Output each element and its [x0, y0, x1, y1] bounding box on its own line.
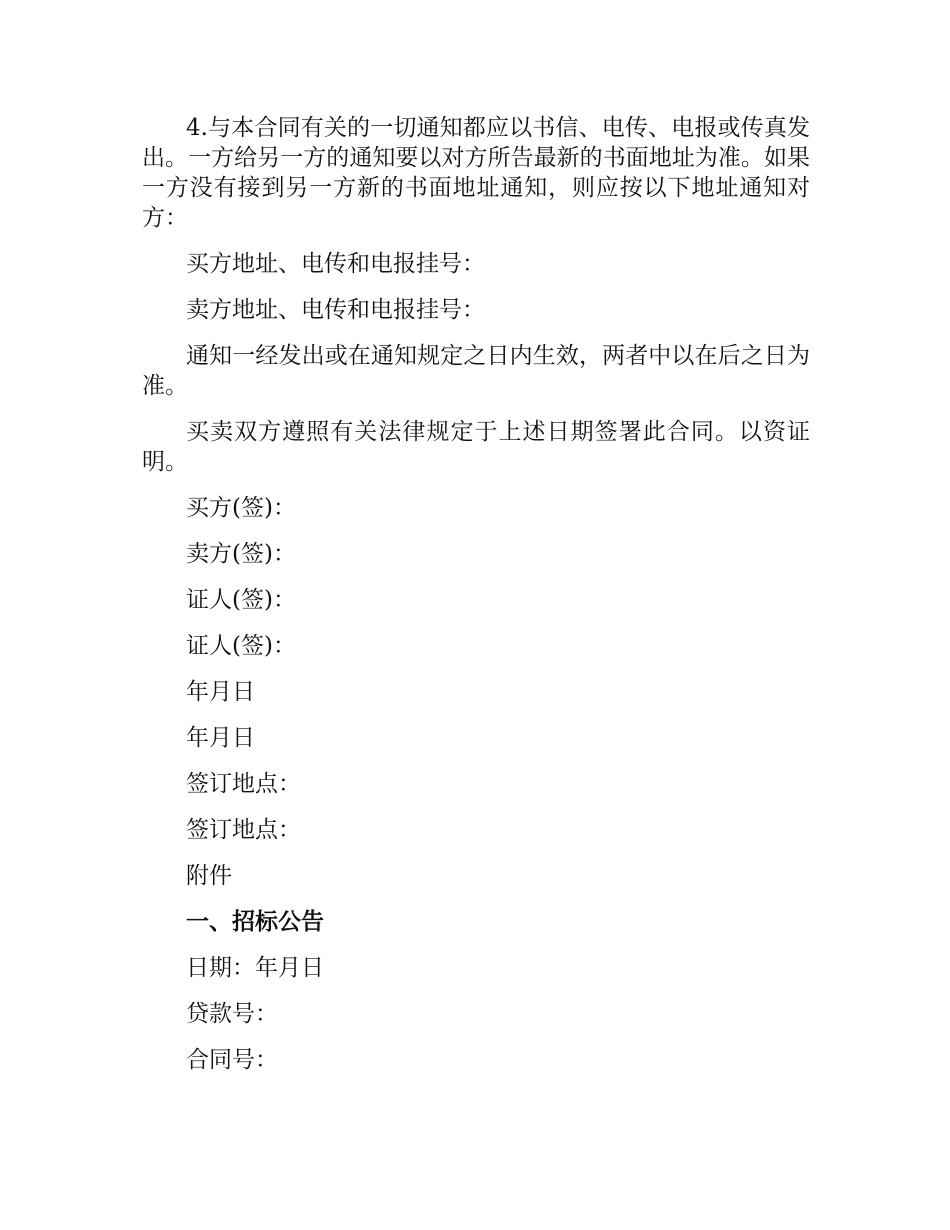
signing-clause-paragraph: 买卖双方遵照有关法律规定于上述日期签署此合同。以资证明。 — [142, 419, 810, 475]
seller-signature-line: 卖方(签)： — [186, 541, 296, 567]
document-body — [142, 113, 810, 1091]
seller-address-line: 卖方地址、电传和电报挂号： — [186, 297, 485, 323]
notice-clause-paragraph: 4.与本合同有关的一切通知都应以书信、电传、电报或传真发出。一方给另一方的通知要以对方所告最新的书面地址为准。如果一方没有接到另一方新的书面地址通知，则应按以下地址通知对方： — [142, 115, 810, 231]
buyer-signature-line: 买方(签)： — [186, 495, 296, 521]
buyer-address-line: 买方地址、电传和电报挂号： — [186, 251, 485, 277]
witness-signature-line-1: 证人(签)： — [186, 587, 296, 613]
signing-place-line-1: 签订地点： — [186, 771, 301, 797]
contract-number-line: 合同号： — [186, 1047, 278, 1073]
date-line-2: 年月日 — [186, 725, 255, 751]
loan-number-line: 贷款号： — [186, 1001, 278, 1027]
date-line-1: 年月日 — [186, 679, 255, 705]
attachment-date-line: 日期：年月日 — [186, 955, 324, 981]
tender-notice-heading: 一、招标公告 — [186, 908, 324, 935]
effective-clause-paragraph: 通知一经发出或在通知规定之日内生效，两者中以在后之日为准。 — [142, 343, 810, 399]
witness-signature-line-2: 证人(签)： — [186, 633, 296, 659]
signing-place-line-2: 签订地点： — [186, 817, 301, 843]
attachment-label: 附件 — [186, 863, 232, 889]
